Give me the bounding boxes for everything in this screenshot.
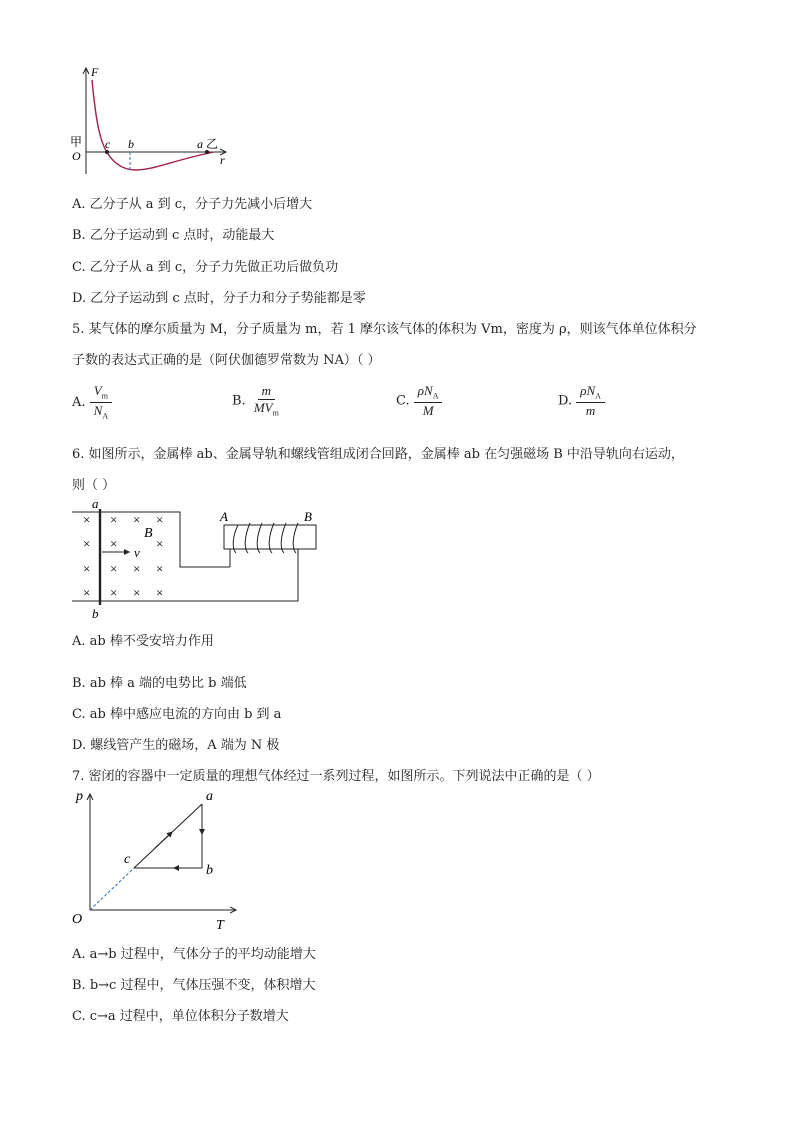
q6-option-a: A. ab 棒不受安培力作用 <box>72 634 214 649</box>
q6-option-c: C. ab 棒中感应电流的方向由 b 到 a <box>72 707 282 722</box>
yi-label: 乙 <box>206 137 219 151</box>
process-c-to-a-arrow <box>154 832 172 849</box>
q5-fraction-c: $\frac{\rho N_A}{M}$ <box>414 384 443 418</box>
state-a-label: a <box>206 789 213 804</box>
field-cross: × <box>83 536 91 551</box>
a-label: a <box>197 137 203 151</box>
field-cross: × <box>110 561 118 576</box>
extension-dashed <box>90 868 134 910</box>
force-curve <box>92 80 214 170</box>
velocity-label: v <box>134 545 140 560</box>
o-label: O <box>72 912 83 927</box>
lower-rail <box>72 549 298 601</box>
field-cross: × <box>110 512 118 527</box>
q6-option-d: D. 螺线管产生的磁场，A 端为 N 极 <box>72 738 280 753</box>
field-cross: × <box>133 512 141 527</box>
solenoid-end-b-label: B <box>304 509 312 524</box>
q4-option-a: A. 乙分子从 a 到 c，分子力先减小后增大 <box>72 197 313 212</box>
jia-label: 甲 <box>70 135 83 149</box>
q4-option-b: B. 乙分子运动到 c 点时，动能最大 <box>72 228 275 243</box>
state-c-label: c <box>124 852 131 867</box>
q6-option-b: B. ab 棒 a 端的电势比 b 端低 <box>72 676 247 691</box>
r-label: r <box>220 153 225 167</box>
origin-label: O <box>72 149 81 163</box>
p-label: p <box>76 789 83 804</box>
field-cross: × <box>156 536 164 551</box>
q5-fraction-a: $\frac{V_m}{N_A}$ <box>90 384 112 421</box>
q4-option-d: D. 乙分子运动到 c 点时，分子力和分子势能都是零 <box>72 291 366 306</box>
field-cross: × <box>133 585 141 600</box>
field-cross: × <box>156 585 164 600</box>
q5-option-a: A. $\frac{V_m}{N_A}$ <box>72 384 112 421</box>
c-label: c <box>105 137 111 151</box>
field-cross: × <box>83 512 91 527</box>
q7-option-c: C. c→a 过程中，单位体积分子数增大 <box>72 1009 289 1024</box>
q7-option-a: A. a→b 过程中，气体分子的平均动能增大 <box>72 947 316 962</box>
field-label: B <box>144 526 153 541</box>
q5-option-c: C. $\frac{\rho N_A}{M}$ <box>396 384 442 418</box>
f-label: F <box>91 65 99 79</box>
q5-fraction-b: $\frac{m}{MV_m}$ <box>253 383 279 418</box>
q5-option-d: D. $\frac{\rho N_A}{m}$ <box>558 384 605 418</box>
rod-end-a-label: a <box>92 497 99 511</box>
solenoid-end-a-label: A <box>220 509 228 524</box>
field-cross: × <box>156 512 164 527</box>
field-cross: × <box>156 561 164 576</box>
q7-stem-line1: 7. 密闭的容器中一定质量的理想气体经过一系列过程，如图所示。下列说法中正确的是（ ） <box>72 769 600 784</box>
t-label: T <box>216 918 224 933</box>
q6-stem-line2: 则（ ） <box>72 478 116 493</box>
q4-option-c: C. 乙分子从 a 到 c，分子力先做正功后做负功 <box>72 260 339 275</box>
field-cross: × <box>83 561 91 576</box>
q5-fraction-d: $\frac{\rho N_A}{m}$ <box>576 384 605 418</box>
field-cross: × <box>133 561 141 576</box>
force-distance-graph <box>64 62 244 180</box>
state-b-label: b <box>206 863 213 878</box>
q5-stem-line1: 5. 某气体的摩尔质量为 M，分子质量为 m，若 1 摩尔该气体的体积为 Vm，密度为 ρ，则该气体单位体积分 <box>72 322 697 337</box>
q5-option-b: B. $\frac{m}{MV_m}$ <box>232 384 283 418</box>
q7-option-b: B. b→c 过程中，气体压强不变，体积增大 <box>72 978 316 993</box>
field-cross: × <box>110 585 118 600</box>
field-cross: × <box>110 536 118 551</box>
b-label: b <box>128 137 134 151</box>
field-cross: × <box>83 585 91 600</box>
q6-stem-line1: 6. 如图所示，金属棒 ab、金属导轨和螺线管组成闭合回路，金属棒 ab 在匀强磁场 B 中沿导轨向右运动， <box>72 447 684 462</box>
rail-solenoid-circuit <box>66 497 326 619</box>
rod-end-b-label: b <box>92 606 99 619</box>
q5-stem-line2: 子数的表达式正确的是（阿伏伽德罗常数为 NA）（ ） <box>72 353 381 368</box>
p-t-diagram <box>66 786 246 936</box>
